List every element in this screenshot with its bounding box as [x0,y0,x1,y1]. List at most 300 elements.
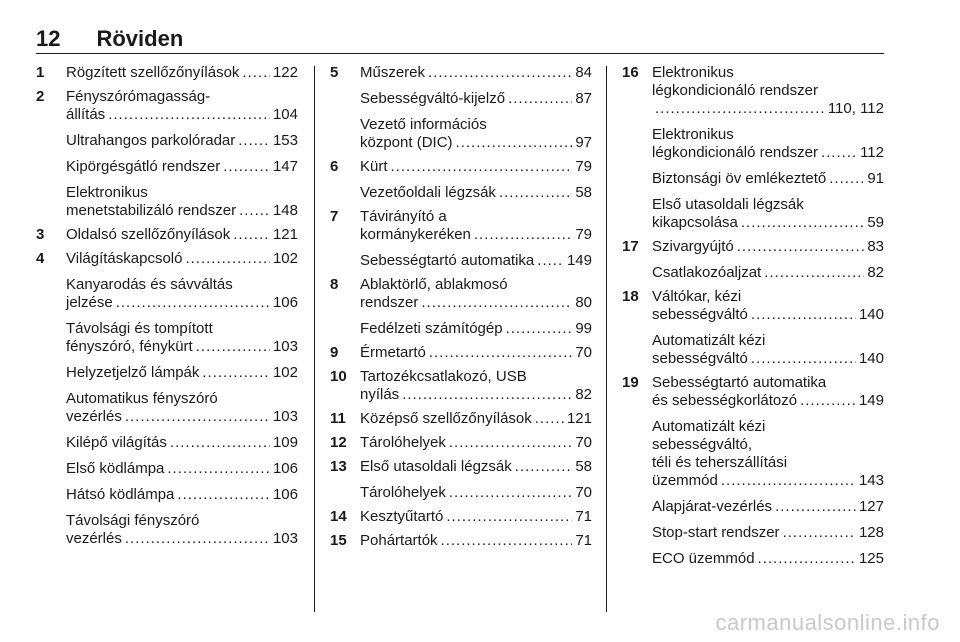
entry-last-line [652,238,884,256]
entry-body [360,320,592,338]
page-reference: 106 [272,460,298,477]
entry-last-line [652,264,884,282]
index-entry [36,184,298,220]
entry-number: 18 [622,288,639,305]
page-reference: 148 [272,202,298,219]
entry-body [66,390,298,426]
index-entry [36,434,298,452]
entry-body [66,512,298,548]
entry-label: rendszer [360,294,419,311]
entry-number: 15 [330,532,347,549]
entry-number: 6 [330,158,339,175]
dot-leader [535,410,564,428]
entry-number: 17 [622,238,639,255]
dot-leader [783,524,856,542]
index-entry [330,368,592,404]
dot-leader [456,134,573,152]
entry-text-line: Távolsági és tompított [66,320,213,337]
index-entry [36,64,298,82]
page-reference: 97 [575,134,592,151]
entry-last-line [652,524,884,542]
entry-last-line [652,214,884,232]
entry-body [652,238,884,256]
entry-body [360,508,592,526]
dot-leader [737,238,865,256]
entry-last-line [360,320,592,338]
entry-body [360,410,592,428]
entry-body [66,486,298,504]
entry-body [360,532,592,550]
entry-text-line: Tartozékcsatlakozó, USB [360,368,527,385]
entry-number: 16 [622,64,639,81]
entry-body [652,196,884,232]
page-reference: 103 [272,338,298,355]
watermark: carmanualsonline.info [715,610,940,635]
entry-label: Stop-start rendszer [652,524,780,541]
page-reference: 125 [858,550,884,567]
entry-body [66,276,298,312]
entry-body [66,434,298,452]
index-entry [622,332,884,368]
dot-leader [506,320,573,338]
index-entry [36,250,298,268]
entry-text-line: Első utasoldali légzsák [652,196,804,213]
dot-leader [170,434,270,452]
page-reference: 103 [272,408,298,425]
entry-number: 8 [330,276,339,293]
page-reference: 91 [867,170,884,187]
entry-body [652,498,884,516]
entry-body [66,226,298,244]
dot-leader [202,364,270,382]
entry-number: 11 [330,410,346,427]
dot-leader [177,486,270,504]
entry-last-line [360,64,592,82]
page-reference: 122 [272,64,298,81]
dot-leader [446,508,572,526]
index-entry [622,418,884,490]
page-reference: 58 [575,184,592,201]
entry-last-line [66,226,298,244]
entry-body [360,344,592,362]
entry-body [360,90,592,108]
entry-body [652,550,884,568]
page-reference: 84 [575,64,592,81]
entry-body [652,418,884,490]
entry-label: Biztonsági öv emlékeztető [652,170,827,187]
index-entry [330,184,592,202]
index-entry [330,158,592,176]
entry-last-line [66,408,298,426]
page-reference: 102 [272,250,298,267]
entry-body [66,64,298,82]
entry-number: 14 [330,508,347,525]
page-reference: 149 [566,252,592,269]
index-entry [330,410,592,428]
entry-label: menetstabilizáló rendszer [66,202,237,219]
entry-label: Kürt [360,158,388,175]
entry-body [360,484,592,502]
entry-label: Első ködlámpa [66,460,165,477]
entry-number: 10 [330,368,347,385]
entry-body [652,374,884,410]
page-reference: 109 [272,434,298,451]
page-reference: 104 [272,106,298,123]
entry-text-line: Elektronikus [66,184,148,201]
dot-leader [391,158,573,176]
page-reference: 87 [575,90,592,107]
index-column-2 [330,64,592,556]
page-reference: 106 [272,294,298,311]
entry-last-line [66,460,298,478]
index-entry [36,486,298,504]
page-reference: 80 [575,294,592,311]
index-entry [622,196,884,232]
dot-leader [758,550,856,568]
entry-label: üzemmód [652,472,718,489]
entry-last-line [360,90,592,108]
page-reference: 70 [575,344,592,361]
entry-number: 1 [36,64,45,81]
entry-text-line: Távolsági fényszóró [66,512,200,529]
entry-label: Ultrahangos parkolóradar [66,132,236,149]
entry-text-line: Automatizált kézi [652,332,766,349]
entry-last-line [66,250,298,268]
index-entry [622,288,884,324]
entry-body [360,184,592,202]
entry-label: Vezetőoldali légzsák [360,184,496,201]
index-entry [36,276,298,312]
entry-label: központ (DIC) [360,134,453,151]
entry-last-line [652,350,884,368]
page-reference: 121 [566,410,592,427]
entry-text-line: Váltókar, kézi [652,288,742,305]
page-reference: 110, 112 [827,100,884,117]
dot-leader [238,132,270,150]
entry-label: Műszerek [360,64,426,81]
entry-label: és sebességkorlátozó [652,392,798,409]
index-entry [622,550,884,568]
index-entry [622,498,884,516]
entry-number: 4 [36,250,45,267]
dot-leader [515,458,573,476]
dot-leader [764,264,864,282]
index-entry [330,344,592,362]
entry-last-line [652,170,884,188]
entry-last-line [360,532,592,550]
column-divider [314,66,315,612]
dot-leader [125,408,270,426]
entry-body [652,332,884,368]
index-entry [330,116,592,152]
entry-text-line: Automatizált kézi [652,418,766,435]
entry-last-line [66,294,298,312]
entry-body [66,364,298,382]
entry-label: Érmetartó [360,344,426,361]
entry-label: Világításkapcsoló [66,250,183,267]
entry-label: sebességváltó [652,306,748,323]
entry-body [66,158,298,176]
dot-leader [537,252,564,270]
entry-body [652,170,884,188]
page-header [36,26,884,52]
entry-label: Csatlakozóaljzat [652,264,762,281]
index-entry [330,458,592,476]
page-reference: 70 [575,484,592,501]
entry-last-line [652,550,884,568]
entry-label: Kesztyűtartó [360,508,444,525]
entry-body [66,88,298,124]
index-entry [622,170,884,188]
dot-leader [800,392,856,410]
entry-last-line [652,144,884,162]
dot-leader [242,64,270,82]
entry-last-line [360,184,592,202]
page-reference: 79 [575,158,592,175]
index-entry [330,320,592,338]
dot-leader [196,338,270,356]
entry-label: Sebességváltó-kijelző [360,90,506,107]
dot-leader [116,294,270,312]
entry-last-line [360,294,592,312]
index-entry [36,460,298,478]
entry-body [652,126,884,162]
dot-leader [125,530,270,548]
entry-last-line [66,64,298,82]
entry-body [360,276,592,312]
page-reference: 58 [575,458,592,475]
entry-last-line [66,364,298,382]
entry-text-line: Kanyarodás és sávváltás [66,276,233,293]
entry-label: Oldalsó szellőzőnyílások [66,226,231,243]
entry-body [360,434,592,452]
page-reference: 102 [272,364,298,381]
index-entry [330,434,592,452]
index-entry [36,88,298,124]
entry-last-line [360,158,592,176]
index-entry [330,508,592,526]
entry-text-line: Sebességtartó automatika [652,374,827,391]
entry-last-line [66,486,298,504]
entry-label: kikapcsolása [652,214,738,231]
page-reference: 103 [272,530,298,547]
entry-label: nyílás [360,386,400,403]
page-reference: 59 [867,214,884,231]
page-reference: 106 [272,486,298,503]
entry-number: 19 [622,374,639,391]
entry-body [652,288,884,324]
entry-body [66,250,298,268]
entry-label: sebességváltó [652,350,748,367]
entry-label: vezérlés [66,408,122,425]
entry-number: 13 [330,458,347,475]
entry-label: légkondicionáló rendszer [652,144,818,161]
page-reference: 140 [858,306,884,323]
page-reference: 79 [575,226,592,243]
index-entry [36,512,298,548]
entry-body [360,158,592,176]
dot-leader [185,250,270,268]
entry-text-line: Automatikus fényszóró [66,390,218,407]
entry-last-line [360,458,592,476]
dot-leader [474,226,572,244]
entry-label: Helyzetjelző lámpák [66,364,200,381]
page-reference: 82 [575,386,592,403]
entry-label: Alapjárat-vezérlés [652,498,773,515]
entry-last-line [66,132,298,150]
index-entry [622,524,884,542]
entry-label: állítás [66,106,106,123]
index-entry [622,238,884,256]
entry-label: Pohártartók [360,532,438,549]
entry-label: Első utasoldali légzsák [360,458,512,475]
entry-body [66,132,298,150]
entry-body [360,458,592,476]
index-entry [330,208,592,244]
dot-leader [441,532,573,550]
entry-label: Középső szellőzőnyílások [360,410,532,427]
entry-label: Szivargyújtó [652,238,734,255]
entry-body [360,368,592,404]
index-column-1 [36,64,298,554]
entry-label: kormánykeréken [360,226,471,243]
entry-last-line [66,530,298,548]
page-reference: 99 [575,320,592,337]
entry-body [652,264,884,282]
page-reference: 83 [867,238,884,255]
index-entry [36,226,298,244]
entry-label: Rögzített szellőzőnyílások [66,64,240,81]
dot-leader [428,64,572,82]
dot-leader [449,434,572,452]
page-reference: 71 [575,532,592,549]
index-entry [330,532,592,550]
entry-last-line [66,434,298,452]
dot-leader [167,460,270,478]
index-entry [622,374,884,410]
page-reference: 140 [858,350,884,367]
entry-text-line: Vezető információs [360,116,487,133]
entry-label: jelzése [66,294,113,311]
dot-leader [741,214,864,232]
entry-body [652,64,884,118]
entry-label: fényszóró, fénykürt [66,338,193,355]
dot-leader [499,184,572,202]
page-reference: 128 [858,524,884,541]
entry-text-line: légkondicionáló rendszer [652,82,818,99]
entry-text-line: sebességváltó, [652,436,753,453]
index-entry [330,276,592,312]
entry-label: Tárolóhelyek [360,484,446,501]
entry-last-line [360,386,592,404]
entry-last-line [360,252,592,270]
entry-last-line [66,158,298,176]
dot-leader [239,202,270,220]
dot-leader [233,226,270,244]
entry-last-line [652,392,884,410]
entry-label: vezérlés [66,530,122,547]
entry-label: Kipörgésgátló rendszer [66,158,221,175]
entry-label: Tárolóhelyek [360,434,446,451]
page-reference: 143 [858,472,884,489]
entry-last-line [360,344,592,362]
entry-last-line [66,106,298,124]
entry-number: 3 [36,226,45,243]
entry-number: 9 [330,344,339,361]
entry-body [360,208,592,244]
entry-last-line [66,338,298,356]
dot-leader [508,90,572,108]
entry-body [360,116,592,152]
entry-last-line [360,226,592,244]
entry-label: Hátsó ködlámpa [66,486,175,503]
entry-last-line [66,202,298,220]
page-reference: 127 [858,498,884,515]
dot-leader [775,498,856,516]
page-reference: 149 [858,392,884,409]
entry-number: 12 [330,434,347,451]
index-entry [622,64,884,118]
index-entry [330,252,592,270]
dot-leader [721,472,856,490]
entry-last-line [360,410,592,428]
page-reference: 147 [272,158,298,175]
entry-number: 5 [330,64,339,81]
entry-body [360,64,592,82]
entry-last-line [360,134,592,152]
entry-last-line [652,498,884,516]
index-entry [330,64,592,82]
entry-text-line: Elektronikus [652,64,734,81]
page-reference: 153 [272,132,298,149]
dot-leader [449,484,572,502]
index-column-3 [622,64,884,574]
page-number: 12 [36,26,61,51]
index-entry [330,484,592,502]
index-entry [622,126,884,162]
page-reference: 112 [860,144,884,161]
dot-leader [429,344,572,362]
entry-label: Fedélzeti számítógép [360,320,503,337]
entry-text-line: Ablaktörlő, ablakmosó [360,276,508,293]
dot-leader [421,294,572,312]
entry-text-line: Fényszórómagasság- [66,88,211,105]
page-reference: 71 [575,508,592,525]
entry-text-line: Távirányító a [360,208,447,225]
page-reference: 121 [272,226,298,243]
entry-last-line [652,100,884,118]
dot-leader [108,106,270,124]
entry-number: 2 [36,88,45,105]
index-entry [36,390,298,426]
dot-leader [655,100,825,118]
index-entry [622,264,884,282]
dot-leader [751,350,856,368]
dot-leader [223,158,270,176]
dot-leader [751,306,856,324]
entry-label: Sebességtartó automatika [360,252,535,269]
dot-leader [829,170,864,188]
entry-body [66,460,298,478]
entry-last-line [360,434,592,452]
entry-last-line [652,306,884,324]
entry-body [360,252,592,270]
index-entry [36,364,298,382]
dot-leader [821,144,857,162]
dot-leader [402,386,572,404]
section-title: Röviden [96,26,184,51]
entry-body [66,320,298,356]
